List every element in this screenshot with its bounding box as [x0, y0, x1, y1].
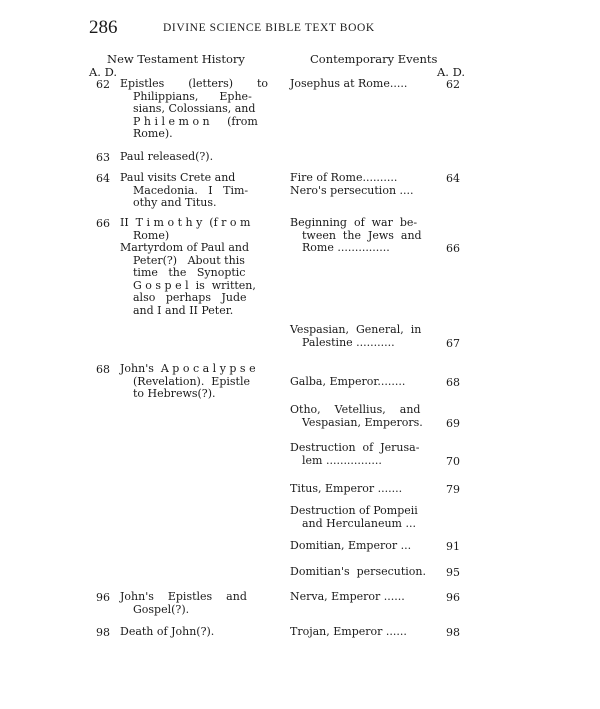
entry-line: Titus, Emperor .......: [290, 482, 403, 495]
entry-line: Domitian's persecution.: [290, 565, 426, 578]
entry-line: and Herculaneum ...: [302, 516, 416, 530]
right-era-label: A. D.: [437, 65, 466, 79]
entry-line: Josephus at Rome.....: [290, 77, 408, 90]
entry-year: 91: [446, 540, 460, 553]
entry-line: Galba, Emperor........: [290, 375, 406, 388]
entry-line: Philippians, Ephe-: [133, 89, 252, 103]
entry-line: Nerva, Emperor ......: [290, 590, 405, 603]
entry-year: 62: [96, 78, 110, 91]
entry-year: 69: [446, 416, 460, 430]
entry-line: Otho, Vetellius, and: [290, 403, 421, 416]
entry-line: Domitian, Emperor ...: [290, 539, 412, 552]
entry-line: Rome): [133, 228, 170, 242]
entry-year: 62: [446, 78, 460, 91]
entry-year: 96: [446, 591, 460, 604]
entry-line: also perhaps Jude: [133, 291, 247, 304]
entry-line: Destruction of Jerusa-: [290, 441, 420, 454]
entry-line: othy and Titus.: [133, 196, 217, 209]
entry-line: Vespasian, Emperors.: [302, 415, 423, 429]
entry-year: 79: [446, 483, 460, 496]
entry-line: lem ................: [302, 453, 382, 467]
page-number: 286: [89, 17, 118, 38]
entry-line: to Hebrews(?).: [133, 387, 216, 400]
entry-year: 63: [96, 151, 110, 164]
entry-line: Palestine ...........: [302, 335, 395, 349]
entry-line: tween the Jews and: [302, 228, 422, 242]
entry-line: Peter(?) About this: [133, 253, 245, 267]
entry-line: P h i l e m o n (from: [133, 114, 258, 128]
entry-line: Rome).: [133, 127, 173, 140]
entry-line: and I and II Peter.: [133, 303, 234, 317]
entry-line: Paul visits Crete and: [120, 171, 236, 184]
entry-year: 96: [96, 591, 110, 604]
entry-line: John's Epistles and: [120, 590, 247, 603]
entry-line: Macedonia. I Tim-: [133, 183, 249, 197]
entry-year: 98: [446, 626, 460, 639]
entry-line: Beginning of war be-: [290, 216, 418, 229]
entry-line: time the Synoptic: [133, 266, 246, 279]
left-era-label: A. D.: [89, 65, 118, 79]
entry-year: 66: [96, 217, 110, 230]
entry-line: Vespasian, General, in: [290, 323, 422, 336]
entry-year: 68: [96, 363, 110, 376]
entry-year: 67: [446, 336, 460, 350]
entry-year: 68: [446, 376, 460, 389]
entry-line: Martyrdom of Paul and: [120, 241, 250, 254]
entry-line: II T i m o t h y (f r o m: [120, 216, 251, 229]
entry-line: (Revelation). Epistle: [133, 374, 250, 388]
entry-year: 70: [446, 454, 460, 468]
entry-year: 66: [446, 242, 460, 255]
entry-year: 64: [446, 172, 460, 185]
entry-year: 98: [96, 626, 110, 639]
entry-line: G o s p e l is written,: [133, 278, 256, 292]
running-head: DIVINE SCIENCE BIBLE TEXT BOOK: [163, 22, 375, 34]
entry-line: Death of John(?).: [120, 625, 215, 638]
entry-year: 64: [96, 172, 110, 185]
left-column-header: New Testament History: [107, 52, 245, 66]
entry-line: sians, Colossians, and: [133, 102, 256, 115]
entry-line: Paul released(?).: [120, 150, 214, 163]
entry-line: John's A p o c a l y p s e: [120, 362, 256, 375]
entry-line: Epistles (letters) to: [120, 77, 268, 90]
entry-line: Gospel(?).: [133, 602, 190, 616]
right-column-header: Contemporary Events: [310, 52, 438, 66]
entry-line: Nero's persecution ....: [290, 183, 414, 197]
entry-year: 95: [446, 566, 460, 579]
entry-line: Trojan, Emperor ......: [290, 625, 407, 638]
entry-line: Rome ...............: [302, 241, 390, 254]
entry-line: Destruction of Pompeii: [290, 504, 418, 517]
entry-line: Fire of Rome..........: [290, 171, 398, 184]
